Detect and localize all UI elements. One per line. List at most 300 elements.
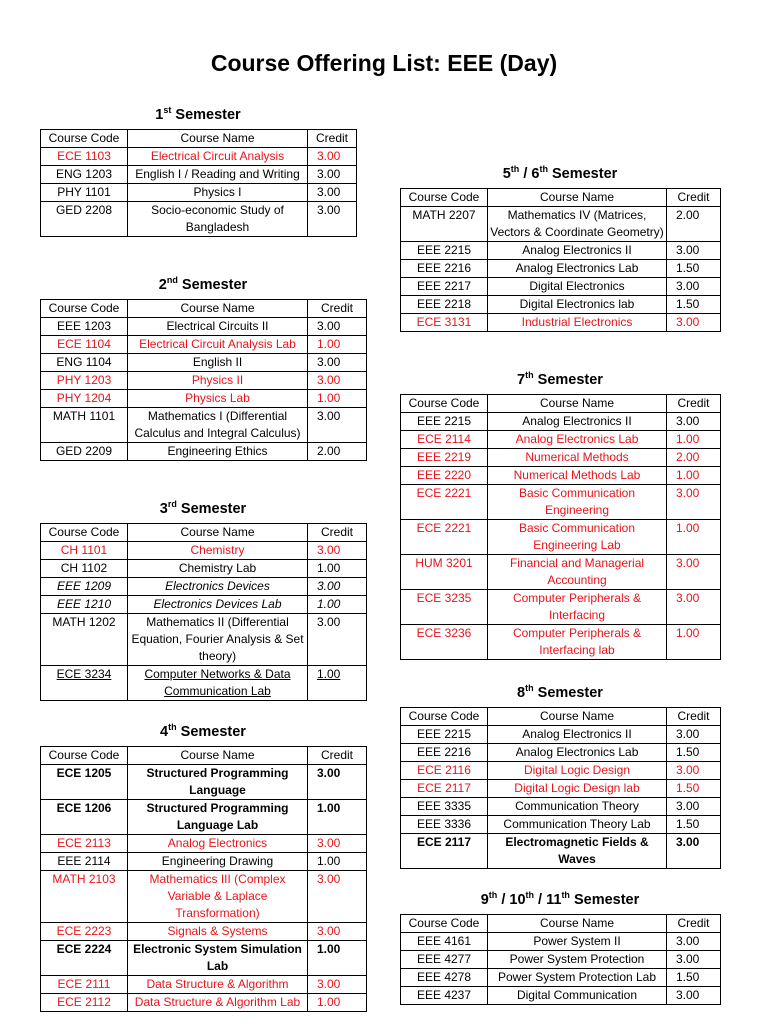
course-code-cell: EEE 2217 — [401, 278, 488, 296]
course-name-text: Financial and Managerial Accounting — [509, 556, 645, 587]
course-name-text: Numerical Methods — [525, 450, 629, 464]
credit-cell: 1.50 — [667, 969, 721, 987]
table-row — [401, 726, 721, 744]
table-row — [41, 923, 367, 941]
table-row — [401, 762, 721, 780]
credit-cell: 3.00 — [667, 762, 721, 780]
course-name-text: Communication Theory Lab — [503, 817, 651, 831]
table-row — [41, 202, 357, 237]
credit-cell: 3.00 — [667, 798, 721, 816]
table-row — [401, 314, 721, 332]
course-code-cell: ECE 2111 — [41, 976, 128, 994]
course-name-text: Mathematics I (Differential Calculus and Integral Calculus) — [134, 409, 301, 440]
credit-cell: 3.00 — [308, 408, 367, 443]
credit-cell: 3.00 — [308, 835, 367, 853]
course-name-cell — [128, 800, 308, 835]
course-code-cell: ECE 2113 — [41, 835, 128, 853]
credit-cell: 2.00 — [667, 449, 721, 467]
course-name-text: Basic Communication Engineering — [518, 486, 636, 517]
table-row — [401, 242, 721, 260]
course-name-cell — [128, 443, 308, 461]
course-code-cell: ECE 2223 — [41, 923, 128, 941]
course-name-cell — [488, 933, 667, 951]
course-name-cell — [128, 923, 308, 941]
credit-cell: 1.00 — [308, 853, 367, 871]
header-credit: Credit — [667, 395, 721, 413]
table-row — [401, 951, 721, 969]
header-course-code: Course Code — [401, 189, 488, 207]
course-name-text: Analog Electronics II — [522, 727, 632, 741]
course-name-text: Physics Lab — [185, 391, 250, 405]
course-code-cell: PHY 1101 — [41, 184, 128, 202]
course-name-text: Electronics Devices — [165, 579, 270, 593]
course-name-cell — [128, 542, 308, 560]
credit-cell: 1.00 — [667, 625, 721, 660]
credit-cell: 3.00 — [667, 933, 721, 951]
course-name-text: Power System Protection Lab — [497, 970, 657, 984]
course-name-text: Analog Electronics II — [522, 414, 632, 428]
course-name-text: Communication Theory — [515, 799, 639, 813]
credit-cell: 3.00 — [308, 318, 367, 336]
course-name-cell — [488, 834, 667, 869]
credit-cell: 3.00 — [667, 314, 721, 332]
credit-cell: 1.00 — [308, 941, 367, 976]
course-name-cell — [128, 853, 308, 871]
header-course-name: Course Name — [488, 189, 667, 207]
table-row — [41, 578, 367, 596]
course-name-text: Mathematics II (Differential Equation, Fourier Analysis & Set theory) — [131, 615, 304, 663]
table-row — [401, 744, 721, 762]
course-name-cell — [128, 372, 308, 390]
header-course-name: Course Name — [128, 130, 308, 148]
course-table-semester-7 — [400, 394, 721, 660]
course-name-text: Analog Electronics Lab — [515, 745, 639, 759]
course-code-cell: EEE 3335 — [401, 798, 488, 816]
table-row — [41, 871, 367, 923]
header-course-name: Course Name — [128, 524, 308, 542]
course-name-cell — [488, 242, 667, 260]
course-name-text: Socio-economic Study of Bangladesh — [151, 203, 284, 234]
course-code-cell: EEE 2215 — [401, 413, 488, 431]
course-name-text: Mathematics III (Complex Variable & Laplace Transformation) — [149, 872, 286, 920]
table-header-row — [41, 130, 357, 148]
semester-heading-1: 1st Semester — [155, 105, 241, 123]
course-code-cell: MATH 1101 — [41, 408, 128, 443]
course-name-cell — [488, 520, 667, 555]
course-name-text: Analog Electronics — [167, 836, 268, 850]
course-name-text: Computer Peripherals & Interfacing — [512, 591, 642, 622]
header-course-name: Course Name — [488, 395, 667, 413]
course-name-text: Electromagnetic Fields & Waves — [505, 835, 649, 866]
course-code-cell: EEE 2216 — [401, 260, 488, 278]
header-course-name: Course Name — [128, 300, 308, 318]
course-name-cell — [128, 666, 308, 701]
table-row — [41, 318, 367, 336]
course-name-cell — [128, 596, 308, 614]
course-code-cell: EEE 4237 — [401, 987, 488, 1005]
course-name-cell — [128, 560, 308, 578]
course-name-cell — [488, 449, 667, 467]
course-name-cell — [128, 148, 308, 166]
table-row — [41, 336, 367, 354]
course-name-text: Numerical Methods Lab — [513, 468, 641, 482]
table-row — [401, 590, 721, 625]
course-code-cell: ECE 3235 — [401, 590, 488, 625]
credit-cell: 1.00 — [308, 666, 367, 701]
course-table-semester-1 — [40, 129, 357, 237]
course-name-cell — [128, 354, 308, 372]
header-course-code: Course Code — [401, 395, 488, 413]
page-title: Course Offering List: EEE (Day) — [210, 50, 558, 76]
table-row — [41, 666, 367, 701]
course-name-cell — [128, 336, 308, 354]
credit-cell: 3.00 — [667, 834, 721, 869]
semester-heading-5-6: 5th / 6th Semester — [502, 164, 618, 182]
semester-heading-2: 2nd Semester — [158, 275, 248, 293]
credit-cell: 3.00 — [308, 354, 367, 372]
course-name-text: English II — [192, 355, 243, 369]
table-row — [41, 994, 367, 1012]
course-name-cell — [488, 780, 667, 798]
credit-cell: 3.00 — [667, 590, 721, 625]
credit-cell: 1.00 — [308, 596, 367, 614]
table-row — [401, 296, 721, 314]
course-name-cell — [488, 555, 667, 590]
course-code-cell: ECE 1104 — [41, 336, 128, 354]
course-table-semester-9-10-11 — [400, 914, 721, 1005]
course-name-cell — [488, 485, 667, 520]
header-credit: Credit — [667, 915, 721, 933]
table-row — [401, 816, 721, 834]
course-code-cell: ECE 1205 — [41, 765, 128, 800]
table-row — [401, 834, 721, 869]
table-row — [401, 485, 721, 520]
course-code-cell: EEE 1203 — [41, 318, 128, 336]
course-name-text: Chemistry — [190, 543, 245, 557]
table-row — [41, 148, 357, 166]
table-row — [401, 278, 721, 296]
table-row — [401, 431, 721, 449]
course-name-text: Electrical Circuit Analysis — [150, 149, 285, 163]
course-code-cell: ENG 1104 — [41, 354, 128, 372]
course-code-cell: MATH 2103 — [41, 871, 128, 923]
course-table-semester-3 — [40, 523, 367, 701]
header-course-code: Course Code — [401, 708, 488, 726]
table-row — [401, 413, 721, 431]
table-header-row — [401, 395, 721, 413]
credit-cell: 3.00 — [667, 951, 721, 969]
credit-cell: 1.00 — [308, 560, 367, 578]
course-name-cell — [128, 166, 308, 184]
table-header-row — [41, 747, 367, 765]
table-row — [401, 260, 721, 278]
header-course-name: Course Name — [488, 915, 667, 933]
table-row — [401, 449, 721, 467]
table-row — [41, 166, 357, 184]
credit-cell: 3.00 — [308, 614, 367, 666]
course-code-cell: MATH 2207 — [401, 207, 488, 242]
course-code-cell: HUM 3201 — [401, 555, 488, 590]
course-name-text: Digital Communication — [516, 988, 638, 1002]
header-course-name: Course Name — [128, 747, 308, 765]
header-course-code: Course Code — [41, 747, 128, 765]
course-table-semester-2 — [40, 299, 367, 461]
course-code-cell: CH 1101 — [41, 542, 128, 560]
credit-cell: 1.50 — [667, 296, 721, 314]
course-code-cell: ECE 3131 — [401, 314, 488, 332]
course-name-cell — [488, 816, 667, 834]
table-row — [401, 987, 721, 1005]
course-name-cell — [128, 184, 308, 202]
course-table-semester-8 — [400, 707, 721, 869]
credit-cell: 1.00 — [308, 800, 367, 835]
course-name-cell — [128, 614, 308, 666]
credit-cell: 3.00 — [667, 555, 721, 590]
credit-cell: 2.00 — [308, 443, 367, 461]
semester-heading-7: 7th Semester — [517, 370, 603, 388]
credit-cell: 3.00 — [308, 923, 367, 941]
credit-cell: 3.00 — [308, 202, 357, 237]
course-name-text: Structured Programming Language — [146, 766, 289, 797]
header-course-code: Course Code — [41, 524, 128, 542]
table-row — [41, 596, 367, 614]
table-header-row — [401, 915, 721, 933]
course-name-text: Physics II — [191, 373, 244, 387]
course-name-text: Mathematics IV (Matrices, Vectors & Coordinate Geometry) — [490, 208, 664, 239]
course-name-text: Power System II — [533, 934, 621, 948]
course-code-cell: ECE 2221 — [401, 485, 488, 520]
table-row — [401, 555, 721, 590]
semester-heading-8: 8th Semester — [517, 683, 603, 701]
course-code-cell: ECE 2114 — [401, 431, 488, 449]
course-name-cell — [488, 987, 667, 1005]
course-code-cell: EEE 2215 — [401, 242, 488, 260]
course-name-cell — [488, 969, 667, 987]
course-code-cell: PHY 1204 — [41, 390, 128, 408]
credit-cell: 3.00 — [308, 542, 367, 560]
header-credit: Credit — [667, 708, 721, 726]
course-code-cell: ECE 1103 — [41, 148, 128, 166]
header-credit: Credit — [308, 300, 367, 318]
credit-cell: 1.50 — [667, 780, 721, 798]
table-row — [41, 184, 357, 202]
course-name-text: Digital Electronics lab — [519, 297, 635, 311]
course-name-text: Computer Networks & Data Communication Lab — [144, 667, 291, 698]
course-table-semester-4 — [40, 746, 367, 1012]
table-row — [41, 560, 367, 578]
course-code-cell: EEE 2215 — [401, 726, 488, 744]
course-name-text: Data Structure & Algorithm — [146, 977, 289, 991]
table-row — [401, 625, 721, 660]
course-name-text: Power System Protection — [509, 952, 645, 966]
header-credit: Credit — [308, 524, 367, 542]
semester-heading-4: 4th Semester — [160, 722, 246, 740]
table-row — [401, 933, 721, 951]
course-name-cell — [128, 941, 308, 976]
course-code-cell: ECE 2112 — [41, 994, 128, 1012]
table-row — [41, 390, 367, 408]
credit-cell: 1.50 — [667, 816, 721, 834]
table-header-row — [401, 189, 721, 207]
course-name-text: Analog Electronics II — [522, 243, 632, 257]
course-name-text: Electrical Circuits II — [166, 319, 269, 333]
table-row — [41, 542, 367, 560]
table-row — [401, 798, 721, 816]
table-row — [41, 372, 367, 390]
table-row — [41, 941, 367, 976]
header-course-code: Course Code — [41, 130, 128, 148]
course-code-cell: ECE 1206 — [41, 800, 128, 835]
course-code-cell: EEE 2114 — [41, 853, 128, 871]
course-name-text: Digital Logic Design lab — [514, 781, 640, 795]
table-row — [401, 467, 721, 485]
course-code-cell: EEE 1210 — [41, 596, 128, 614]
credit-cell: 3.00 — [308, 166, 357, 184]
course-name-cell — [488, 951, 667, 969]
course-name-text: Signals & Systems — [167, 924, 268, 938]
course-name-text: Analog Electronics Lab — [515, 432, 639, 446]
course-name-cell — [128, 390, 308, 408]
course-name-cell — [488, 278, 667, 296]
course-code-cell: EEE 2218 — [401, 296, 488, 314]
credit-cell: 1.00 — [308, 390, 367, 408]
course-name-text: Analog Electronics Lab — [515, 261, 639, 275]
credit-cell: 3.00 — [308, 871, 367, 923]
course-name-cell — [128, 994, 308, 1012]
course-name-text: Industrial Electronics — [521, 315, 633, 329]
course-code-cell: EEE 2219 — [401, 449, 488, 467]
course-code-cell: EEE 2220 — [401, 467, 488, 485]
header-credit: Credit — [667, 189, 721, 207]
credit-cell: 3.00 — [667, 242, 721, 260]
credit-cell: 1.00 — [308, 336, 367, 354]
course-name-text: Data Structure & Algorithm Lab — [134, 995, 301, 1009]
course-code-cell: GED 2209 — [41, 443, 128, 461]
course-code-cell: EEE 4161 — [401, 933, 488, 951]
course-code-cell: MATH 1202 — [41, 614, 128, 666]
credit-cell: 3.00 — [667, 413, 721, 431]
course-name-text: Electronic System Simulation Lab — [133, 942, 302, 973]
credit-cell: 3.00 — [667, 726, 721, 744]
semester-heading-3: 3rd Semester — [159, 499, 247, 517]
table-row — [41, 354, 367, 372]
credit-cell: 3.00 — [667, 987, 721, 1005]
course-name-cell — [488, 762, 667, 780]
course-name-cell — [488, 207, 667, 242]
course-name-cell — [128, 835, 308, 853]
credit-cell: 3.00 — [308, 148, 357, 166]
course-code-cell: ENG 1203 — [41, 166, 128, 184]
table-row — [401, 207, 721, 242]
course-code-cell: EEE 3336 — [401, 816, 488, 834]
credit-cell: 1.00 — [667, 467, 721, 485]
course-name-cell — [488, 744, 667, 762]
course-name-cell — [128, 202, 308, 237]
table-row — [401, 969, 721, 987]
course-code-cell: CH 1102 — [41, 560, 128, 578]
credit-cell: 3.00 — [667, 278, 721, 296]
course-name-cell — [488, 413, 667, 431]
course-name-text: Digital Logic Design — [523, 763, 631, 777]
course-name-cell — [128, 765, 308, 800]
course-name-cell — [128, 976, 308, 994]
credit-cell: 1.50 — [667, 744, 721, 762]
course-name-text: English I / Reading and Writing — [135, 167, 300, 181]
course-name-cell — [488, 798, 667, 816]
header-credit: Credit — [308, 747, 367, 765]
course-name-cell — [488, 590, 667, 625]
semester-heading-9-10-11: 9th / 10th / 11th Semester — [480, 890, 640, 908]
credit-cell: 3.00 — [308, 976, 367, 994]
course-name-cell — [488, 260, 667, 278]
course-code-cell: EEE 2216 — [401, 744, 488, 762]
course-name-text: Electronics Devices Lab — [153, 597, 282, 611]
table-row — [41, 614, 367, 666]
header-course-code: Course Code — [401, 915, 488, 933]
course-code-cell: ECE 2224 — [41, 941, 128, 976]
course-name-cell — [128, 578, 308, 596]
header-course-code: Course Code — [41, 300, 128, 318]
table-header-row — [41, 300, 367, 318]
course-name-cell — [488, 467, 667, 485]
course-name-cell — [128, 871, 308, 923]
course-code-cell: ECE 2116 — [401, 762, 488, 780]
course-name-text: Structured Programming Language Lab — [146, 801, 289, 832]
credit-cell: 1.00 — [308, 994, 367, 1012]
course-name-text: Engineering Ethics — [167, 444, 268, 458]
course-code-cell: PHY 1203 — [41, 372, 128, 390]
credit-cell: 2.00 — [667, 207, 721, 242]
table-header-row — [401, 708, 721, 726]
course-name-text: Physics I — [193, 185, 242, 199]
course-name-text: Basic Communication Engineering Lab — [518, 521, 636, 552]
table-row — [41, 976, 367, 994]
course-code-cell: ECE 2221 — [401, 520, 488, 555]
header-credit: Credit — [308, 130, 357, 148]
course-name-cell — [488, 296, 667, 314]
course-table-semester-5-6 — [400, 188, 721, 332]
credit-cell: 3.00 — [667, 485, 721, 520]
table-row — [401, 520, 721, 555]
course-name-text: Computer Peripherals & Interfacing lab — [512, 626, 642, 657]
course-name-cell — [128, 408, 308, 443]
course-name-text: Chemistry Lab — [178, 561, 257, 575]
table-row — [41, 408, 367, 443]
table-row — [41, 800, 367, 835]
course-code-cell: ECE 2117 — [401, 780, 488, 798]
table-row — [41, 853, 367, 871]
credit-cell: 1.50 — [667, 260, 721, 278]
course-code-cell: EEE 4277 — [401, 951, 488, 969]
course-name-cell — [488, 625, 667, 660]
course-name-text: Electrical Circuit Analysis Lab — [139, 337, 296, 351]
table-row — [41, 765, 367, 800]
credit-cell: 3.00 — [308, 372, 367, 390]
credit-cell: 1.00 — [667, 520, 721, 555]
credit-cell: 1.00 — [667, 431, 721, 449]
course-code-cell: ECE 3234 — [41, 666, 128, 701]
course-name-text: Engineering Drawing — [161, 854, 274, 868]
credit-cell: 3.00 — [308, 578, 367, 596]
table-header-row — [41, 524, 367, 542]
course-name-cell — [488, 314, 667, 332]
course-code-cell: ECE 3236 — [401, 625, 488, 660]
header-course-name: Course Name — [488, 708, 667, 726]
course-code-cell: ECE 2117 — [401, 834, 488, 869]
course-name-cell — [488, 726, 667, 744]
course-name-text: Digital Electronics — [529, 279, 625, 293]
table-row — [41, 443, 367, 461]
